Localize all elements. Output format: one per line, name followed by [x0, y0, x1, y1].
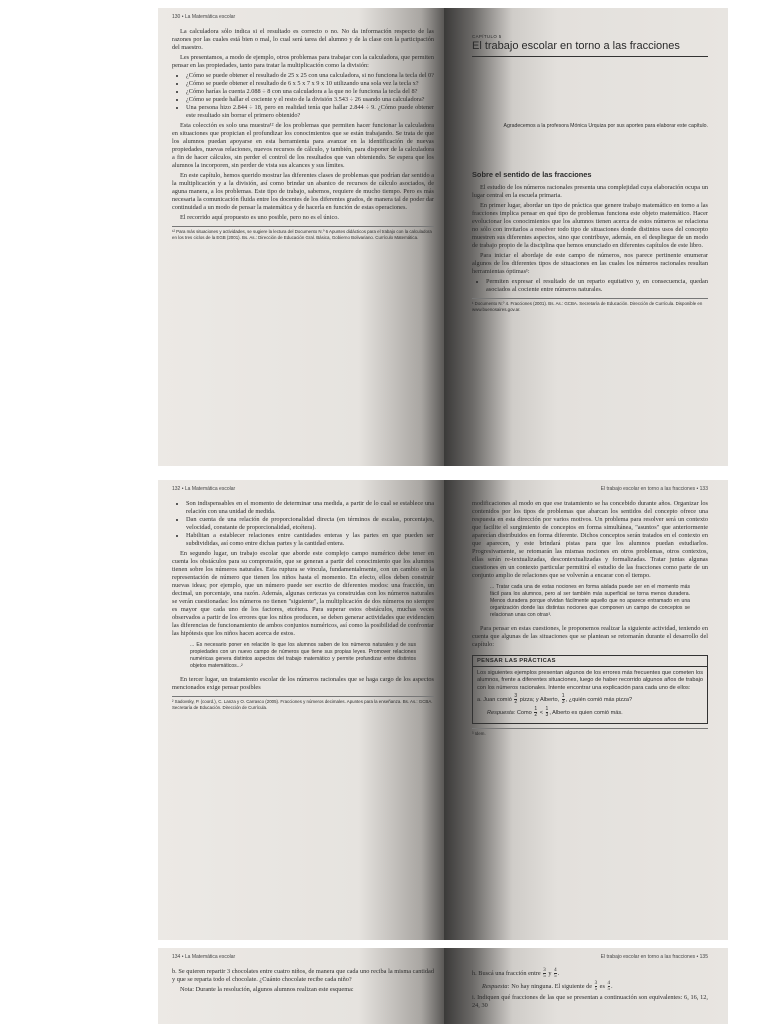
- page-132: [158, 480, 444, 940]
- denominator: 3: [561, 699, 565, 706]
- denominator: 5: [554, 974, 557, 979]
- numerator: 3: [594, 981, 598, 986]
- paragraph: modificaciones al modo en que ese tratamiento se ha concebido durante años. Organizar los contenidos por los tipos de problemas que abarcan los sentidos del concepto ofrece una respuesta en esta dirección por varios motivos. Un problema para resolver será un contexto que facilite el surgimiento de conceptos en forma simultánea, "asuntos" que anteriormente aparecían distribuidos en forma diferente. Dichos conceptos serán tratados en el contexto en que aparecen, y este brindará pistas para que los alumnos puedan estudiarlos. Progresivamente, se retomarán las mismas nociones en otros problemas, otros contextos, ellas serán re-textualizadas, descontextualizadas y formalizadas. Tratar juntas algunas cuestiones en un contexto particular permitirá el estudio de las fracciones como parte de un conjunto amplio de relaciones que se volverán a encarar con el tiempo.: [472, 500, 708, 579]
- numerator: 3: [514, 693, 518, 700]
- exercise-text: a. Juan comió: [477, 697, 512, 704]
- practice-box-title: PENSAR LAS PRÁCTICAS: [473, 656, 707, 667]
- list-item: • ¿Cómo se puede hallar el cociente y el resto de la división 3.543 ÷ 26 usando una calculadora?: [186, 96, 434, 104]
- running-head: 130 • La Matemática escolar: [172, 14, 236, 20]
- list-item: • Habilitan a establecer relaciones entre cantidades enteras y las partes en que pueden ser subdivididas, así como entre dichas partes y la cantidad entera.: [186, 532, 434, 548]
- bullet-list: [472, 278, 708, 294]
- block-quote: ... Tratar cada una de estas nociones en forma aislada puede ser en el momento más fácil para los alumnos, pero al ser también más superficial se torna menos duradera. Menos duradera porque olvidan fácilmente aquello que no aparece entramado en una organización donde las distintas nociones que componen un campo de conceptos se relacionan unas con otras³.: [490, 584, 690, 618]
- exercise-text: , ¿quién comió más pizza?: [565, 697, 633, 704]
- footnote: ³ Idem.: [472, 728, 708, 737]
- less-than-symbol: <: [539, 710, 543, 717]
- footnote: ² Sadovsky, P. (coord.), C. Lanza y O. Carrasco (2005). Fracciones y números decimales. Apuntes para la enseñanza. Bs. As.: GCBA. Secretaría de Educación. Dirección de Currícula.: [172, 696, 434, 710]
- page-135: [444, 948, 728, 1024]
- answer-text: No hay ninguna. El siguiente de: [511, 982, 593, 990]
- bullet-list: [172, 72, 434, 120]
- exercise-text: h. Buscá una fracción entre: [472, 969, 541, 977]
- numerator: 4: [554, 968, 557, 973]
- fraction: [562, 694, 565, 705]
- paragraph: Les presentamos, a modo de ejemplo, otros problemas para trabajar con la calculadora, que permiten pensar en las propiedades, tanto para tratar la multiplicación como la división:: [172, 54, 434, 69]
- section-heading: Sobre el sentido de las fracciones: [472, 170, 592, 179]
- list-item: • ¿Cómo se puede obtener el resultado de 6 x 5 x 7 x 9 x 10 utilizando una sola vez la tecla x?: [186, 80, 434, 88]
- note: Nota: Durante la resolución, algunos alumnos realizan este esquema:: [180, 986, 354, 993]
- fraction: [514, 694, 517, 705]
- acknowledgement: Agradecemos a la profesora Mónica Urquiza por sus aportes para elaborar este capítulo.: [503, 123, 708, 129]
- answer-label: Respuesta:: [487, 710, 516, 717]
- page-131: [444, 8, 728, 466]
- numerator: 1: [534, 706, 538, 713]
- numerator: 4: [607, 981, 610, 986]
- paragraph: En segundo lugar, un trabajo escolar que aborde este complejo campo numérico debe tener en cuenta los obstáculos para su comprensión, que se generan a partir del conocimiento que los alumnos tienen sobre los números naturales. Esta ruptura se vincula, fundamentalmente, con un cambio en la representación de número que tienen los niños hasta el momento. En efecto, ellos deben construir nuevas ideas; por ejemplo, que un número puede ser escrito de diferentes modos: una fracción, un decimal, un porcentaje, una razón. Además, algunas certezas ya construidas con los números naturales se verán cuestionadas: los números no tienen "siguiente", la multiplicación de dos números no siempre es mayor que cada uno de los factores, etcétera. Para superar estos obstáculos, muchas veces observados a partir de los errores que los niños producen, se deben generar actividades que evidencien las diferencias de funcionamiento de ambos conjuntos numéricos, así como la posibilidad de confrontar las hipótesis que los niños hacen acerca de estos.: [172, 550, 434, 637]
- list-item: • ¿Cómo harías la cuenta 2.088 ÷ 8 con una calculadora a la que no le funciona la tecla del 8?: [186, 88, 434, 96]
- running-head: El trabajo escolar en torno a las fracciones • 135: [600, 954, 708, 960]
- fraction: [534, 707, 537, 718]
- exercise-text: .: [557, 969, 560, 977]
- answer-h: [472, 981, 708, 992]
- list-item: • ¿Cómo se puede obtener el resultado de 25 x 25 con una calculadora, si no funciona la tecla del 0?: [186, 72, 434, 80]
- paragraph: El recorrido aquí propuesto es uno posible, pero no es el único.: [180, 214, 339, 221]
- paragraph: El estudio de los números racionales presenta una complejidad cuya elaboración ocupa un lugar central en la escuela primaria.: [472, 184, 708, 199]
- practice-box-body: [473, 667, 707, 723]
- numerator: 3: [543, 968, 546, 973]
- running-head: 134 • La Matemática escolar: [172, 954, 236, 960]
- chapter-rule: [472, 56, 708, 57]
- exercise-i: i. Indiquen qué fracciones de las que se presentan a continuación son equivalentes: 6, 16, 12, 24, 30: [472, 994, 708, 1009]
- fraction: [595, 981, 598, 992]
- paragraph: En primer lugar, abordar un tipo de práctica que genere trabajo matemático en torno a las fracciones implica pensar en qué tipo de problemas funciona este objeto matemático. Hacer evolucionar los conocimientos que los alumnos tienen acerca de estos números se relaciona no sólo con invitarlos a resolver todo tipo de situaciones donde distintos usos del concepto muestren sus diferentes aspectos, sino que contribuye, además, en el despliegue de un modo de trabajo propio de la disciplina que hemos enunciado en diferentes capítulos de este libro.: [472, 202, 708, 249]
- answer-text: .: [611, 982, 613, 990]
- list-item: • Permiten expresar el resultado de un reparto equitativo y, en consecuencia, quedan asociados al cociente entre números naturales.: [486, 278, 708, 294]
- paragraph: La calculadora sólo indica si el resultado es correcto o no. No da información respecto de las razones por las cuales está bien o mal, lo cual será tarea del alumno y de la clase con la participación del maestro.: [172, 28, 434, 51]
- answer-text: es: [599, 982, 605, 990]
- list-item: • Son indispensables en el momento de determinar una medida, a partir de lo cual se establece una relación con una unidad de medida.: [186, 500, 434, 516]
- exercise-text: y: [548, 969, 552, 977]
- fraction: [546, 707, 549, 718]
- page-133: [444, 480, 728, 940]
- paragraph: En este capítulo, hemos querido mostrar las diferentes clases de problemas que podrían dar sentido a la multiplicación y a la división, así como brindar un abanico de recursos de cálculo asociados, de aguna manera, a los problemas. Este tipo de trabajo, sabemos, requiere de mucho tiempo. Pero es más necesaria la comunicación fluida entre los docentes de los diferentes grados, de manera tal de poder dar continuidad a un modo de pensar la matemática y de hacerla en función de estas operaciones.: [172, 172, 434, 211]
- book-spread-3: [158, 948, 728, 1024]
- exercise-text: pizza; y Alberto,: [519, 697, 560, 704]
- answer-text: , Alberto es quien comió más.: [549, 710, 623, 717]
- paragraph: Esta colección es solo una muestra¹² de los problemas que permiten hacer funcionar la calculadora en situaciones que propician el profundizar los conocimientos que se están trabajando. Se trata de que los alumnos puedan apoyarse en esta herramienta para avanzar en la identificación de nuevas propiedades, nuevas relaciones, nuevos recursos de cálculo, y también, para disponer de la calculadora a fin de hacer cálculos, sin perder el control de los resultados que van obteniendo. Se espera que los alumnos la incorporen, sin perder de vista sus alcances y sus límites.: [172, 122, 434, 169]
- exercise-b: b. Se quieren repartir 3 chocolates entre cuatro niños, de manera que cada uno reciba la misma cantidad y que se reparta todo el chocolate. ¿Cuánto chocolate recibe cada niño?: [172, 968, 434, 983]
- denominator: 5: [607, 987, 610, 992]
- fraction: [608, 981, 611, 992]
- running-head: 132 • La Matemática escolar: [172, 486, 236, 492]
- list-item: • Dan cuenta de una relación de proporcionalidad directa (en términos de escalas, porcentajes, velocidad, constante de proporcionalidad, etcétera).: [186, 516, 434, 532]
- chapter-label: CAPÍTULO 5: [472, 34, 502, 39]
- page-130: [158, 8, 444, 466]
- paragraph: Para iniciar el abordaje de este campo de números, nos parece pertinente enumerar algunos de los diferentes tipos de situaciones en las cuales los números racionales resultan herramientas óptimas¹:: [472, 252, 708, 275]
- denominator: 5: [543, 974, 546, 979]
- running-head: El trabajo escolar en torno a las fracciones • 133: [600, 486, 708, 492]
- practice-box: [472, 655, 708, 724]
- paragraph: Los siguientes ejemplos presentan algunos de los errores más frecuentes que cometen los alumnos, frente a diferentes situaciones, luego de haber recorrido algunos años de trabajo con los números racionales. Intente encontrar una explicación para cada uno de ellos:: [477, 670, 703, 691]
- paragraph: En tercer lugar, un tratamiento escolar de los números racionales que se haga cargo de los aspectos mencionados exige pensar posibles: [172, 676, 434, 691]
- denominator: 2: [514, 699, 518, 706]
- block-quote: ... Es necesario poner en relación lo que los alumnos saben de los números naturales y de sus propiedades con un nuevo campo de números que tiene sus propias leyes. Promover relaciones numéricas genera distintos aspectos del trabajo matemático y permite profundizar entre distintos objetos matemáticos...²: [190, 642, 416, 669]
- chapter-title: El trabajo escolar en torno a las fracciones: [472, 40, 680, 52]
- footnote: ¹ Documento N.º 4. Fracciones (2001). Bs. As.: GCBA. Secretaría de Educación. Dirección de Currícula. Disponible en www.buenosaires.gov.ar.: [472, 298, 708, 312]
- exercise-a: [477, 694, 703, 705]
- numerator: 1: [561, 693, 565, 700]
- book-spread-2: [158, 480, 728, 940]
- bullet-list: [172, 500, 434, 548]
- answer-label: Respuesta:: [482, 982, 510, 990]
- numerator: 1: [545, 706, 549, 713]
- fraction: [543, 968, 546, 979]
- book-spread-1: [158, 8, 728, 466]
- list-item: • Una persona hizo 2.844 ÷ 18, pero en realidad tenía que hallar 2.844 ÷ 9. ¿Cómo puede obtener este resultado sin borrar el primero obtenido?: [186, 104, 434, 120]
- denominator: 5: [594, 987, 598, 992]
- answer-a: [477, 707, 703, 718]
- denominator: 3: [545, 712, 549, 719]
- fraction: [554, 968, 557, 979]
- answer-text: Como: [516, 710, 532, 717]
- denominator: 2: [534, 712, 538, 719]
- footnote: ¹² Para más situaciones y actividades, se sugiere la lectura del Documento N.º 6 Apuntes didácticos para el trabajo con la calculadora en los tres ciclos de la EGB (2001). Bs. As.: Dirección de Educación Gral. Básica, Gobierno Bolivariano. Currículo Matemática.: [172, 226, 434, 240]
- page-134: [158, 948, 444, 1024]
- paragraph: Para pensar en estas cuestiones, le proponemos realizar la siguiente actividad, teniendo en cuenta que algunas de las situaciones que se plantean se retomarán durante el desarrollo del capítulo:: [472, 625, 708, 648]
- exercise-h: [472, 968, 708, 979]
